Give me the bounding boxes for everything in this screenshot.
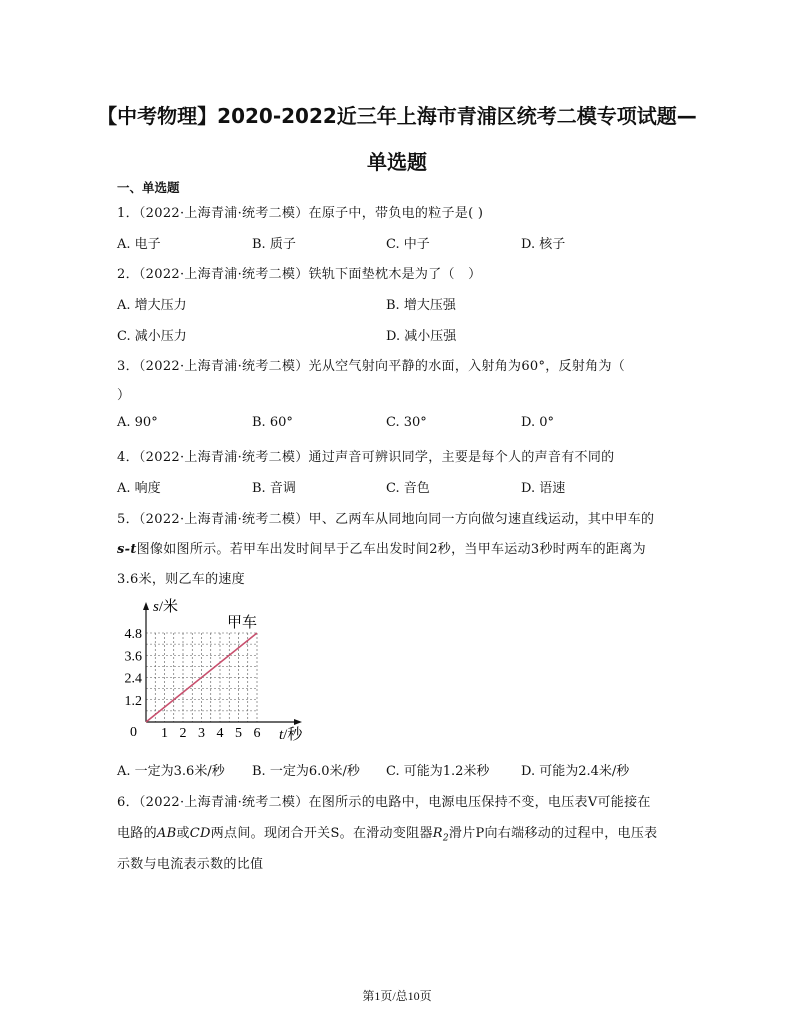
q1-option-d: D. 核子	[521, 237, 566, 252]
y-tick-label: 3.6	[124, 649, 142, 665]
q3-option-c: C. 30°	[386, 415, 427, 430]
y-tick-label: 1.2	[124, 693, 142, 709]
y-axis-arrow-icon	[143, 602, 149, 610]
y-tick-label: 2.4	[124, 671, 142, 687]
question-2-text: 2．（2022·上海青浦·统考二模）铁轨下面垫枕木是为了（ ）	[117, 267, 482, 282]
question-5-text-line1: 5．（2022·上海青浦·统考二模）甲、乙两车从同地向同一方向做匀速直线运动，其中甲车的	[117, 512, 655, 527]
x-tick-label: 1	[161, 726, 168, 741]
y-axis-symbol: s	[153, 599, 159, 615]
question-3-text-line1: 3．（2022·上海青浦·统考二模）光从空气射向平静的水面，入射角为60°，反射角为（	[117, 359, 626, 374]
q5-option-a: A. 一定为3.6米/秒	[117, 764, 225, 779]
question-4-text: 4．（2022·上海青浦·统考二模）通过声音可辨识同学，主要是每个人的声音有不同的	[117, 450, 615, 465]
x-axis-arrow-icon	[294, 719, 302, 725]
q6-text-seg-a: 电路的	[117, 826, 157, 841]
x-tick-label: 4	[216, 726, 224, 741]
q5-option-c: C. 可能为1.2米秒	[386, 764, 490, 779]
document-title-line2: 单选题	[367, 150, 427, 174]
q6-text-seg-d: 滑片P向右端移动的过程中，电压表	[448, 826, 658, 841]
x-tick-label: 5	[235, 726, 242, 741]
question-6-text-line1: 6．（2022·上海青浦·统考二模）在图所示的电路中，电源电压保持不变，电压表V可能接在	[117, 795, 651, 810]
q3-option-d: D. 0°	[521, 415, 554, 430]
origin-label: 0	[130, 725, 137, 740]
q3-option-a: A. 90°	[117, 415, 158, 430]
question-5-text-line2	[117, 538, 646, 557]
x-tick-label: 3	[198, 726, 205, 741]
q3-option-b: B. 60°	[252, 415, 293, 430]
q6-resistor-r: R	[432, 826, 443, 841]
question-5-text-line2-rest: 图像如图所示。若甲车出发时间早于乙车出发时间2秒，当甲车运动3秒时两车的距离为	[136, 542, 646, 557]
st-symbol: s-t	[117, 542, 137, 557]
q6-text-seg-b: 或	[176, 826, 190, 841]
y-axis-unit: /米	[158, 599, 179, 615]
q1-option-a: A. 电子	[117, 237, 161, 252]
q6-resistor-sub: 2	[442, 833, 449, 844]
q4-option-d: D. 语速	[521, 481, 566, 496]
q1-option-c: C. 中子	[386, 237, 430, 252]
x-tick-labels	[161, 726, 261, 741]
section-heading: 一、单选题	[117, 180, 180, 195]
q6-text-seg-c: 两点间。现闭合开关S。在滑动变阻器	[210, 826, 433, 841]
question-3-text-line2: ）	[117, 388, 131, 403]
document-title-line1: 【中考物理】2020-2022近三年上海市青浦区统考二模专项试题—	[97, 104, 697, 128]
q5-option-b: B. 一定为6.0米/秒	[252, 764, 360, 779]
q6-point-ab: AB	[156, 826, 177, 841]
q4-option-c: C. 音色	[386, 481, 430, 496]
q2-option-a: A. 增大压力	[117, 298, 187, 313]
q1-option-b: B. 质子	[252, 237, 296, 252]
x-tick-label: 6	[253, 726, 261, 741]
q4-option-b: B. 音调	[252, 481, 296, 496]
x-tick-label: 2	[179, 726, 187, 741]
question-1-text: 1．（2022·上海青浦·统考二模）在原子中，带负电的粒子是( )	[117, 206, 484, 221]
x-axis-label	[279, 726, 303, 743]
y-tick-label: 4.8	[124, 627, 142, 642]
q6-point-cd: CD	[189, 826, 211, 841]
y-tick-labels	[125, 627, 143, 709]
q4-option-a: A. 响度	[117, 481, 161, 496]
page-footer: 第1页/总10页	[362, 989, 432, 1003]
y-axis-label	[153, 598, 178, 615]
question-6-text-line2	[117, 822, 657, 844]
series-label-jiache: 甲车	[227, 613, 258, 631]
question-6-text-line3: 示数与电流表示数的比值	[117, 857, 264, 872]
q5-option-d: D. 可能为2.4米/秒	[521, 764, 630, 779]
q2-option-b: B. 增大压强	[386, 298, 456, 313]
q2-option-c: C. 减小压力	[117, 329, 187, 344]
x-axis-symbol: t	[279, 727, 284, 743]
question-5-text-line3: 3.6米，则乙车的速度	[117, 572, 245, 587]
st-graph	[113, 596, 313, 756]
x-axis-unit: /秒	[283, 727, 303, 743]
q2-option-d: D. 减小压强	[386, 329, 457, 344]
